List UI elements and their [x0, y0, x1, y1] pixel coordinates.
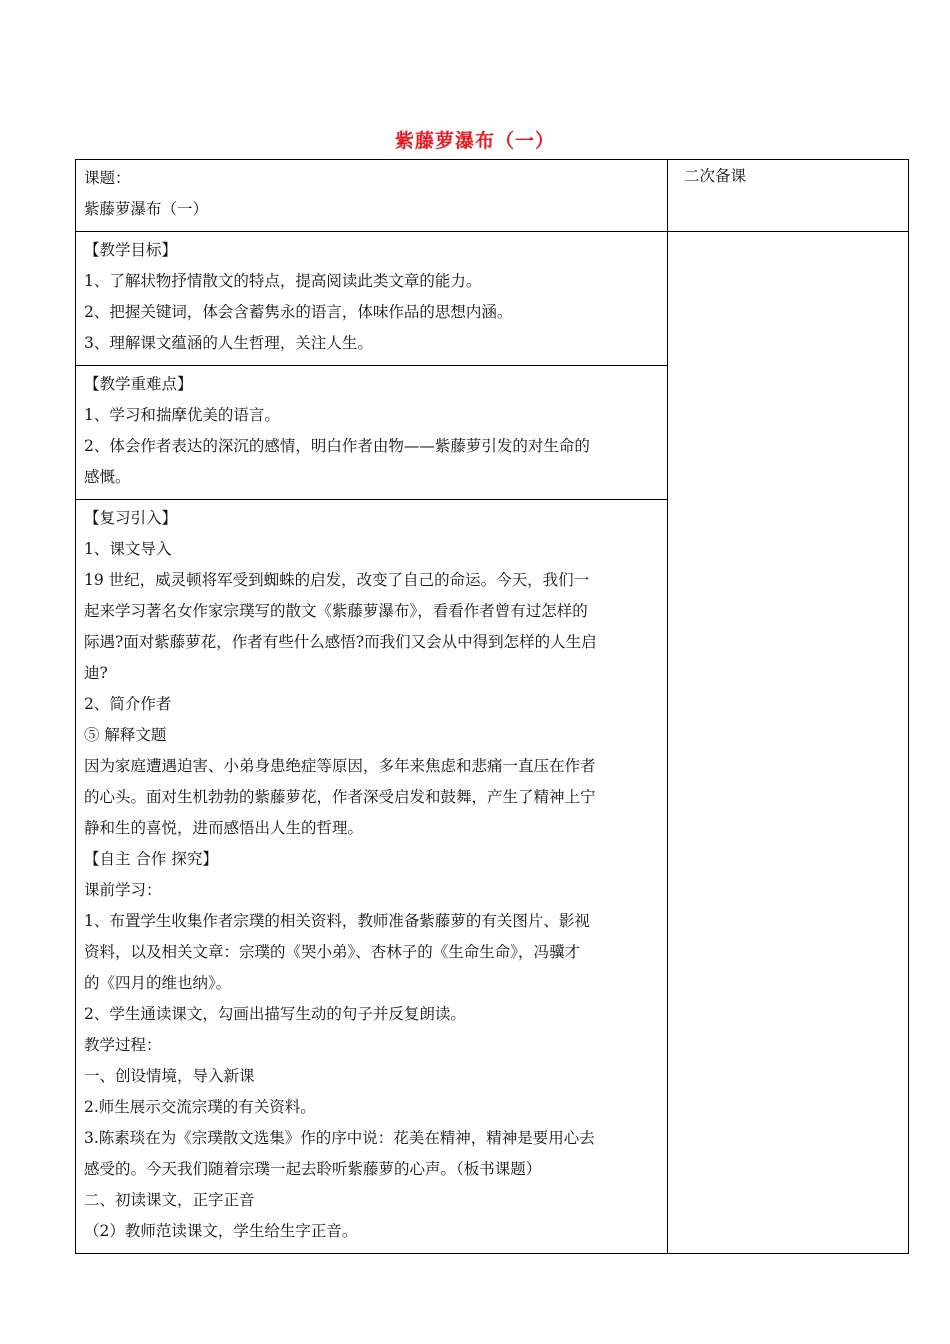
body-line: 一、创设情境，导入新课: [84, 1067, 255, 1085]
body-line: 迪?: [84, 664, 108, 682]
body-line: 1、课文导入: [84, 540, 172, 558]
body-line: 1、布置学生收集作者宗璞的相关资料，教师准备紫藤萝的有关图片、影视: [84, 912, 590, 930]
lesson-body-cell: [76, 500, 668, 1254]
key-points-heading: 【教学重难点】: [84, 375, 193, 393]
goal-item: 2、把握关键词，体会含蓄隽永的语言，体味作品的思想内涵。: [84, 303, 513, 321]
body-line: 资料，以及相关文章：宗璞的《哭小弟》、杏林子的《生命生命》，冯骥才: [84, 943, 581, 961]
secondary-prep-header-cell: [668, 160, 909, 232]
secondary-prep-notes-cell: [668, 232, 909, 1254]
inquiry-heading: 【自主 合作 探究】: [84, 850, 218, 868]
body-line: 19 世纪，威灵顿将军受到蜘蛛的启发，改变了自己的命运。今天，我们一: [84, 571, 590, 589]
body-line: 的心头。面对生机勃勃的紫藤萝花，作者深受启发和鼓舞，产生了精神上宁: [84, 788, 596, 806]
body-line: 3.陈素琰在为《宗璞散文选集》作的序中说：花美在精神，精神是要用心去: [84, 1129, 595, 1147]
goals-cell: [76, 232, 668, 366]
body-line: 课前学习：: [84, 881, 162, 899]
page-title: 紫藤萝瀑布（一）: [394, 130, 555, 152]
lesson-plan-table: [75, 159, 909, 1254]
topic-label: 课题：: [84, 169, 131, 187]
topic-value: 紫藤萝瀑布（一）: [84, 200, 209, 218]
key-points-line: 1、学习和揣摩优美的语言。: [84, 406, 280, 424]
topic-cell: [76, 160, 668, 232]
body-line: 起来学习著名女作家宗璞写的散文《紫藤萝瀑布》，看看作者曾有过怎样的: [84, 602, 588, 620]
body-line: 静和生的喜悦，进而感悟出人生的哲理。: [84, 819, 364, 837]
body-line: 的《四月的维也纳》。: [84, 974, 232, 992]
goal-item: 3、理解课文蕴涵的人生哲理，关注人生。: [84, 334, 373, 352]
body-line: 2.师生展示交流宗璞的有关资料。: [84, 1098, 316, 1116]
key-points-line: 感慨。: [84, 468, 131, 486]
body-line: 感受的。今天我们随着宗璞一起去聆听紫藤萝的心声。（板书课题）: [84, 1160, 542, 1178]
body-line: 2、学生通读课文，勾画出描写生动的句子并反复朗读。: [84, 1005, 466, 1023]
review-intro-heading: 【复习引入】: [84, 509, 178, 527]
goals-heading: 【教学目标】: [84, 241, 178, 259]
body-line: 教学过程：: [84, 1036, 162, 1054]
goal-item: 1、了解状物抒情散文的特点，提高阅读此类文章的能力。: [84, 272, 482, 290]
goals-row: [76, 232, 909, 366]
body-line: （2）教师范读课文，学生给生字正音。: [84, 1222, 358, 1240]
body-line: 际遇?面对紫藤萝花，作者有些什么感悟?而我们又会从中得到怎样的人生启: [84, 633, 597, 651]
secondary-prep-header: 二次备课: [684, 167, 747, 185]
body-line: ⑤ 解释文题: [84, 726, 167, 744]
body-line: 二、初读课文，正字正音: [84, 1191, 255, 1209]
body-line: 2、简介作者: [84, 695, 172, 713]
key-points-line: 2、体会作者表达的深沉的感情，明白作者由物——紫藤萝引发的对生命的: [84, 437, 590, 455]
key-points-cell: [76, 366, 668, 500]
topic-row: [76, 160, 909, 232]
body-line: 因为家庭遭遇迫害、小弟身患绝症等原因，多年来焦虑和悲痛一直压在作者: [84, 757, 596, 775]
